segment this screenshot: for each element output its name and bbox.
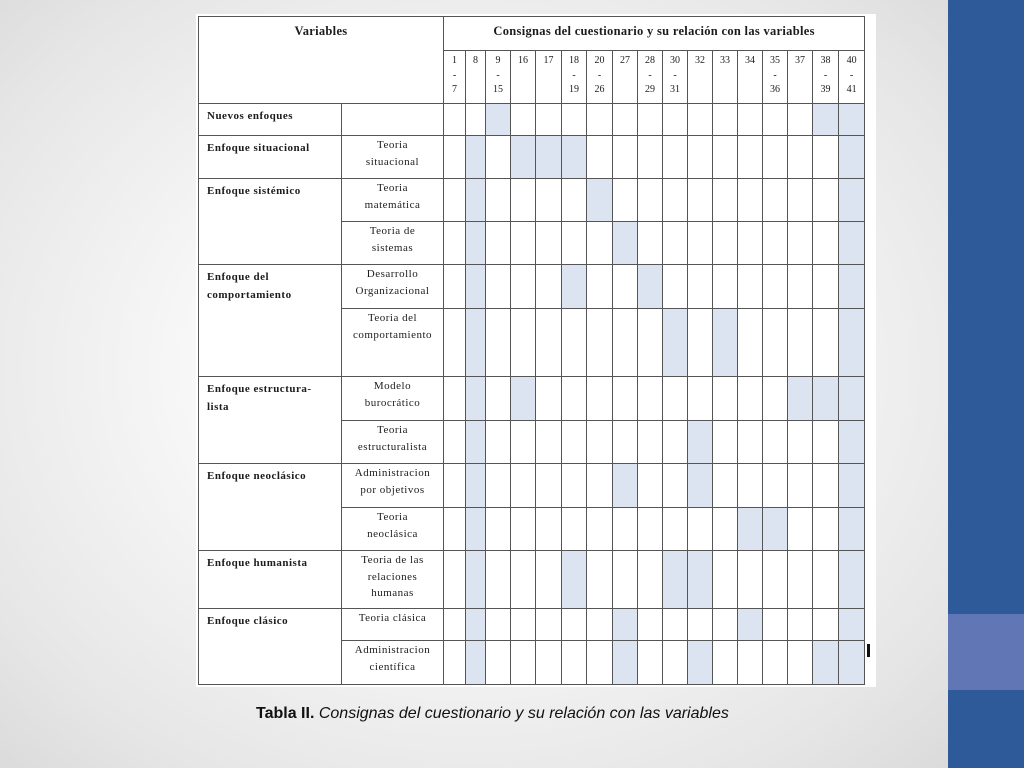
- question-cell: [813, 222, 839, 265]
- question-cell: [688, 179, 713, 222]
- slide-accent-block: [948, 614, 1024, 690]
- question-cell: [813, 421, 839, 464]
- marked-question-cell: [763, 508, 788, 551]
- question-cell: [713, 377, 738, 421]
- question-cell: [713, 265, 738, 309]
- caption-text: Consignas del cuestionario y su relación con las variables: [318, 705, 729, 722]
- question-cell: [713, 464, 738, 508]
- question-number-header: 18 - 19: [562, 51, 587, 104]
- question-number-header: 20 - 26: [587, 51, 613, 104]
- question-cell: [788, 179, 813, 222]
- question-cell: [763, 309, 788, 377]
- question-cell: [788, 222, 813, 265]
- question-cell: [688, 377, 713, 421]
- consignas-header: Consignas del cuestionario y su relación con las variables: [444, 17, 865, 51]
- question-cell: [444, 464, 466, 508]
- question-cell: [813, 609, 839, 641]
- question-cell: [788, 136, 813, 179]
- question-cell: [688, 104, 713, 136]
- question-number-header: 38 - 39: [813, 51, 839, 104]
- table-caption: [256, 705, 729, 723]
- approach-name-cell: Enfoque situacional: [199, 136, 342, 179]
- question-number-header: 28 - 29: [638, 51, 663, 104]
- question-cell: [587, 222, 613, 265]
- question-cell: [536, 421, 562, 464]
- question-cell: [763, 551, 788, 609]
- question-cell: [444, 179, 466, 222]
- question-number-header: 32: [688, 51, 713, 104]
- question-cell: [562, 222, 587, 265]
- approach-name-cell: Enfoque neoclásico: [199, 464, 342, 551]
- question-cell: [738, 377, 763, 421]
- question-cell: [511, 609, 536, 641]
- theory-label-cell: Teoria matemática: [342, 179, 444, 222]
- question-cell: [486, 222, 511, 265]
- marked-question-cell: [466, 508, 486, 551]
- table-row: [199, 136, 865, 179]
- question-cell: [444, 551, 466, 609]
- question-cell: [638, 309, 663, 377]
- theory-label-cell: Modelo burocrático: [342, 377, 444, 421]
- approach-name-cell: Enfoque clásico: [199, 609, 342, 685]
- question-cell: [511, 309, 536, 377]
- marked-question-cell: [466, 464, 486, 508]
- question-cell: [613, 508, 638, 551]
- question-cell: [511, 222, 536, 265]
- marked-question-cell: [613, 464, 638, 508]
- theory-label-cell: Administracion por objetivos: [342, 464, 444, 508]
- question-cell: [688, 609, 713, 641]
- question-cell: [511, 464, 536, 508]
- question-number-header: 1 - 7: [444, 51, 466, 104]
- question-cell: [587, 551, 613, 609]
- question-number-header: 16: [511, 51, 536, 104]
- question-cell: [638, 377, 663, 421]
- table-body: [199, 104, 865, 685]
- question-cell: [688, 265, 713, 309]
- table-row: [199, 377, 865, 421]
- question-cell: [613, 421, 638, 464]
- question-cell: [486, 179, 511, 222]
- question-cell: [763, 104, 788, 136]
- question-cell: [713, 508, 738, 551]
- marked-question-cell: [562, 136, 587, 179]
- question-number-header: 30 - 31: [663, 51, 688, 104]
- question-cell: [587, 104, 613, 136]
- question-cell: [663, 265, 688, 309]
- marked-question-cell: [638, 265, 663, 309]
- question-cell: [663, 641, 688, 685]
- question-cell: [511, 179, 536, 222]
- theory-label-cell: Teoria situacional: [342, 136, 444, 179]
- question-number-header: 17: [536, 51, 562, 104]
- marked-question-cell: [839, 104, 865, 136]
- question-cell: [788, 609, 813, 641]
- question-cell: [763, 464, 788, 508]
- question-cell: [738, 464, 763, 508]
- marked-question-cell: [486, 104, 511, 136]
- marked-question-cell: [466, 222, 486, 265]
- question-cell: [638, 104, 663, 136]
- question-cell: [763, 179, 788, 222]
- question-cell: [763, 609, 788, 641]
- question-cell: [763, 265, 788, 309]
- question-cell: [486, 309, 511, 377]
- question-cell: [536, 377, 562, 421]
- question-cell: [813, 136, 839, 179]
- marked-question-cell: [839, 551, 865, 609]
- question-cell: [763, 377, 788, 421]
- question-cell: [613, 104, 638, 136]
- question-cell: [788, 641, 813, 685]
- question-cell: [663, 136, 688, 179]
- question-cell: [688, 508, 713, 551]
- question-cell: [536, 309, 562, 377]
- question-cell: [587, 309, 613, 377]
- marked-question-cell: [562, 265, 587, 309]
- question-cell: [562, 421, 587, 464]
- question-cell: [613, 265, 638, 309]
- theory-label-cell: Teoria de sistemas: [342, 222, 444, 265]
- question-cell: [486, 265, 511, 309]
- question-number-header: 40 - 41: [839, 51, 865, 104]
- theory-label-cell: Teoria estructuralista: [342, 421, 444, 464]
- question-cell: [613, 551, 638, 609]
- question-cell: [738, 265, 763, 309]
- question-cell: [713, 222, 738, 265]
- stray-mark: [867, 644, 870, 657]
- marked-question-cell: [511, 377, 536, 421]
- question-cell: [788, 464, 813, 508]
- question-cell: [444, 104, 466, 136]
- question-cell: [813, 309, 839, 377]
- question-cell: [444, 421, 466, 464]
- question-cell: [613, 377, 638, 421]
- marked-question-cell: [466, 136, 486, 179]
- marked-question-cell: [663, 309, 688, 377]
- question-cell: [713, 104, 738, 136]
- question-cell: [587, 265, 613, 309]
- marked-question-cell: [839, 464, 865, 508]
- marked-question-cell: [839, 641, 865, 685]
- question-cell: [813, 551, 839, 609]
- question-cell: [763, 421, 788, 464]
- question-number-header: 34: [738, 51, 763, 104]
- marked-question-cell: [839, 508, 865, 551]
- question-cell: [813, 265, 839, 309]
- question-cell: [536, 551, 562, 609]
- question-cell: [638, 222, 663, 265]
- marked-question-cell: [839, 265, 865, 309]
- question-cell: [663, 508, 688, 551]
- marked-question-cell: [813, 104, 839, 136]
- approach-name-cell: Enfoque sistémico: [199, 179, 342, 265]
- question-cell: [813, 179, 839, 222]
- marked-question-cell: [688, 464, 713, 508]
- marked-question-cell: [613, 222, 638, 265]
- question-cell: [486, 421, 511, 464]
- question-cell: [562, 641, 587, 685]
- question-cell: [444, 377, 466, 421]
- theory-label-cell: Teoria del comportamiento: [342, 309, 444, 377]
- marked-question-cell: [466, 641, 486, 685]
- question-cell: [638, 179, 663, 222]
- question-number-header: 8: [466, 51, 486, 104]
- question-cell: [486, 508, 511, 551]
- marked-question-cell: [839, 222, 865, 265]
- question-cell: [713, 136, 738, 179]
- question-number-header: 27: [613, 51, 638, 104]
- marked-question-cell: [813, 641, 839, 685]
- marked-question-cell: [511, 136, 536, 179]
- question-cell: [562, 609, 587, 641]
- question-cell: [511, 641, 536, 685]
- table-header-row: [199, 17, 865, 51]
- question-cell: [511, 421, 536, 464]
- question-cell: [486, 551, 511, 609]
- marked-question-cell: [839, 136, 865, 179]
- question-cell: [663, 609, 688, 641]
- approach-name-cell: Nuevos enfoques: [199, 104, 342, 136]
- marked-question-cell: [466, 179, 486, 222]
- question-cell: [738, 104, 763, 136]
- question-number-header: 35 - 36: [763, 51, 788, 104]
- marked-question-cell: [613, 609, 638, 641]
- table-row: [199, 609, 865, 641]
- question-cell: [562, 377, 587, 421]
- question-cell: [713, 421, 738, 464]
- question-cell: [788, 508, 813, 551]
- question-cell: [663, 464, 688, 508]
- marked-question-cell: [738, 508, 763, 551]
- question-cell: [511, 104, 536, 136]
- question-cell: [813, 508, 839, 551]
- question-cell: [444, 508, 466, 551]
- question-cell: [763, 222, 788, 265]
- marked-question-cell: [466, 551, 486, 609]
- question-cell: [587, 136, 613, 179]
- question-cell: [486, 377, 511, 421]
- question-cell: [663, 222, 688, 265]
- question-cell: [536, 265, 562, 309]
- caption-label: Tabla II.: [256, 705, 315, 722]
- marked-question-cell: [536, 136, 562, 179]
- question-cell: [738, 641, 763, 685]
- theory-label-cell: Teoria neoclásica: [342, 508, 444, 551]
- question-cell: [738, 136, 763, 179]
- question-cell: [613, 136, 638, 179]
- question-cell: [713, 551, 738, 609]
- question-cell: [511, 551, 536, 609]
- marked-question-cell: [663, 551, 688, 609]
- approach-name-cell: Enfoque estructura- lista: [199, 377, 342, 464]
- question-cell: [486, 609, 511, 641]
- question-cell: [738, 179, 763, 222]
- question-cell: [444, 641, 466, 685]
- marked-question-cell: [713, 309, 738, 377]
- question-cell: [663, 421, 688, 464]
- question-cell: [486, 641, 511, 685]
- question-cell: [788, 551, 813, 609]
- question-cell: [638, 421, 663, 464]
- question-cell: [562, 104, 587, 136]
- question-cell: [536, 104, 562, 136]
- question-cell: [713, 179, 738, 222]
- question-cell: [587, 421, 613, 464]
- theory-label-cell: Administracion científica: [342, 641, 444, 685]
- theory-label-cell: Teoria de las relaciones humanas: [342, 551, 444, 609]
- question-cell: [444, 222, 466, 265]
- question-cell: [613, 179, 638, 222]
- marked-question-cell: [613, 641, 638, 685]
- question-cell: [587, 609, 613, 641]
- question-cell: [587, 377, 613, 421]
- table-row: [199, 179, 865, 222]
- question-cell: [788, 309, 813, 377]
- question-cell: [788, 421, 813, 464]
- marked-question-cell: [466, 309, 486, 377]
- approach-name-cell: Enfoque humanista: [199, 551, 342, 609]
- question-cell: [562, 179, 587, 222]
- question-cell: [688, 136, 713, 179]
- question-cell: [562, 508, 587, 551]
- question-cell: [638, 551, 663, 609]
- marked-question-cell: [562, 551, 587, 609]
- question-cell: [738, 309, 763, 377]
- question-cell: [587, 508, 613, 551]
- table-row: [199, 265, 865, 309]
- question-cell: [511, 265, 536, 309]
- question-cell: [536, 641, 562, 685]
- question-cell: [536, 464, 562, 508]
- question-number-header: 37: [788, 51, 813, 104]
- question-cell: [763, 136, 788, 179]
- marked-question-cell: [587, 179, 613, 222]
- question-cell: [688, 222, 713, 265]
- question-cell: [763, 641, 788, 685]
- marked-question-cell: [839, 179, 865, 222]
- question-cell: [587, 464, 613, 508]
- question-cell: [788, 265, 813, 309]
- question-cell: [663, 377, 688, 421]
- question-cell: [444, 136, 466, 179]
- question-cell: [638, 508, 663, 551]
- theory-label-cell: [342, 104, 444, 136]
- marked-question-cell: [466, 421, 486, 464]
- question-cell: [587, 641, 613, 685]
- question-cell: [688, 309, 713, 377]
- marked-question-cell: [688, 421, 713, 464]
- question-cell: [713, 641, 738, 685]
- marked-question-cell: [839, 377, 865, 421]
- question-cell: [511, 508, 536, 551]
- question-cell: [562, 464, 587, 508]
- question-cell: [788, 104, 813, 136]
- marked-question-cell: [813, 377, 839, 421]
- marked-question-cell: [466, 377, 486, 421]
- question-cell: [486, 136, 511, 179]
- question-cell: [813, 464, 839, 508]
- variables-header: Variables: [199, 17, 444, 104]
- marked-question-cell: [688, 641, 713, 685]
- question-cell: [536, 609, 562, 641]
- question-cell: [638, 464, 663, 508]
- question-cell: [638, 136, 663, 179]
- question-cell: [444, 309, 466, 377]
- question-cell: [466, 104, 486, 136]
- question-cell: [638, 641, 663, 685]
- question-cell: [663, 179, 688, 222]
- question-number-header: 9 - 15: [486, 51, 511, 104]
- marked-question-cell: [839, 609, 865, 641]
- question-cell: [738, 222, 763, 265]
- question-cell: [663, 104, 688, 136]
- question-cell: [536, 179, 562, 222]
- marked-question-cell: [466, 609, 486, 641]
- question-cell: [444, 609, 466, 641]
- marked-question-cell: [738, 609, 763, 641]
- table-row: [199, 104, 865, 136]
- question-cell: [536, 508, 562, 551]
- question-cell: [713, 609, 738, 641]
- marked-question-cell: [466, 265, 486, 309]
- table-row: [199, 551, 865, 609]
- approach-name-cell: Enfoque del comportamiento: [199, 265, 342, 377]
- question-cell: [738, 551, 763, 609]
- question-cell: [738, 421, 763, 464]
- question-cell: [536, 222, 562, 265]
- theory-label-cell: Desarrollo Organizacional: [342, 265, 444, 309]
- variables-questions-table: [198, 16, 865, 685]
- question-cell: [638, 609, 663, 641]
- marked-question-cell: [839, 421, 865, 464]
- theory-label-cell: Teoria clásica: [342, 609, 444, 641]
- marked-question-cell: [839, 309, 865, 377]
- question-cell: [562, 309, 587, 377]
- question-number-header: 33: [713, 51, 738, 104]
- marked-question-cell: [788, 377, 813, 421]
- question-cell: [444, 265, 466, 309]
- question-cell: [613, 309, 638, 377]
- marked-question-cell: [688, 551, 713, 609]
- question-cell: [486, 464, 511, 508]
- table-row: [199, 464, 865, 508]
